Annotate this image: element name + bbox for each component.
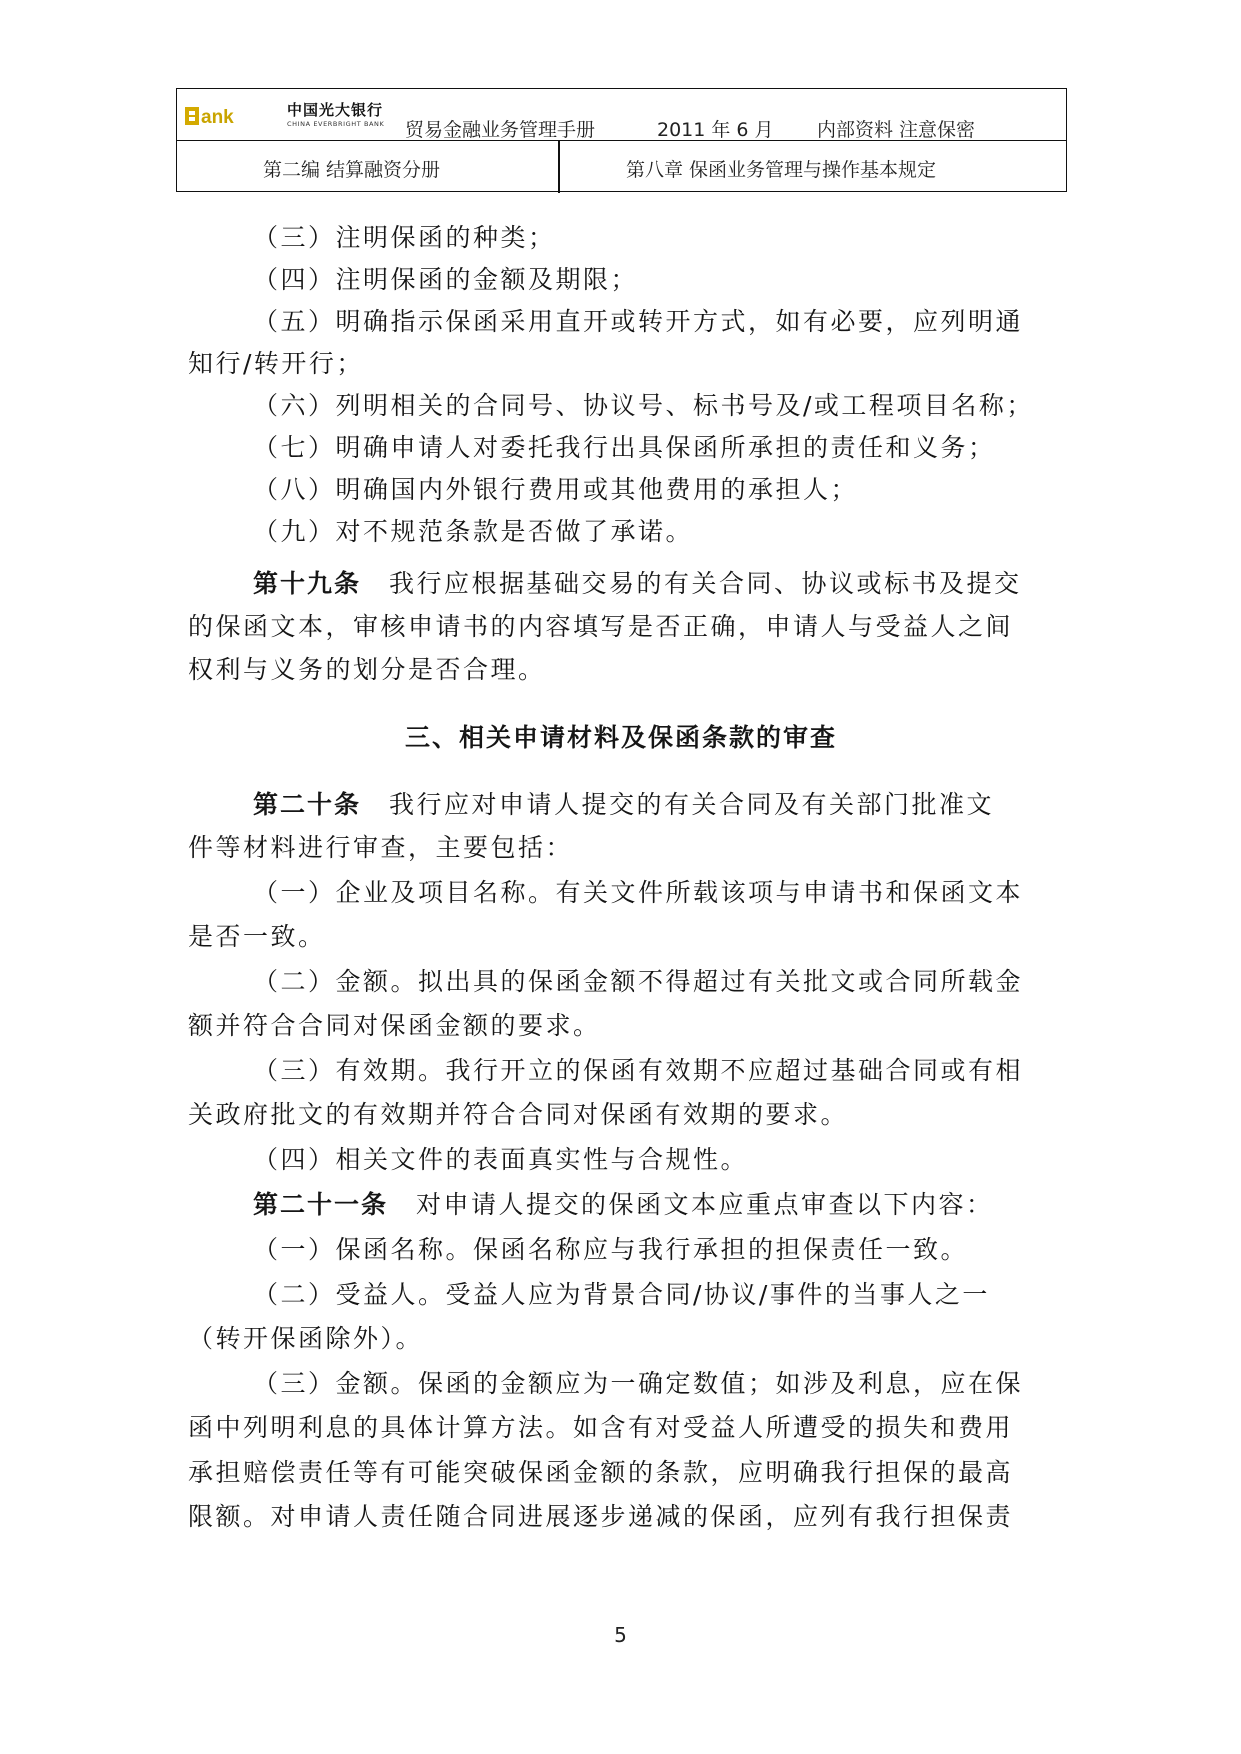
header-bottom-row — [177, 141, 1066, 193]
article-20-text: 我行应对申请人提交的有关合同及有关部门批准文 — [389, 790, 995, 819]
paragraph-line: 的保函文本，审核申请书的内容填写是否正确，申请人与受益人之间 — [188, 612, 1014, 641]
list-item-continuation: 是否一致。 — [188, 922, 326, 951]
bank-name-en: CHINA EVERBRIGHT BANK — [287, 120, 385, 128]
page-header — [176, 88, 1067, 192]
list-item-continuation: （转开保函除外）。 — [188, 1324, 424, 1353]
list-item-continuation: 关政府批文的有效期并符合合同对保函有效期的要求。 — [188, 1100, 849, 1129]
chapter-label: 第八章 保函业务管理与操作基本规定 — [626, 159, 937, 181]
paragraph-line: 权利与义务的划分是否合理。 — [188, 655, 546, 684]
manual-title: 贸易金融业务管理手册 — [405, 119, 596, 141]
article-20 — [253, 787, 1054, 823]
list-item: （六）列明相关的合同号、协议号、标书号及/或工程项目名称； — [253, 391, 1034, 420]
page-number: 5 — [614, 1623, 627, 1647]
list-item: （五）明确指示保函采用直开或转开方式，如有必要，应列明通 — [253, 307, 1024, 336]
header-cell-divider — [558, 141, 560, 193]
list-item: （八）明确国内外银行费用或其他费用的承担人； — [253, 475, 859, 504]
article-21-text: 对申请人提交的保函文本应重点审查以下内容： — [416, 1190, 994, 1219]
svg-text:ank: ank — [201, 107, 234, 127]
bank-logo — [185, 105, 265, 127]
list-item: （二）金额。拟出具的保函金额不得超过有关批文或合同所载金 — [253, 967, 1024, 996]
list-item: （七）明确申请人对委托我行出具保函所承担的责任和义务； — [253, 433, 996, 462]
list-item-continuation: 知行/转开行； — [188, 349, 364, 378]
confidential-notice: 内部资料 注意保密 — [817, 119, 976, 141]
article-21-title: 第二十一条 — [253, 1190, 389, 1219]
paragraph-line: 件等材料进行审查，主要包括： — [188, 833, 574, 862]
list-item: （四）相关文件的表面真实性与合规性。 — [253, 1145, 749, 1174]
section-heading: 三、相关申请材料及保函条款的审查 — [404, 723, 837, 752]
article-19-text: 我行应根据基础交易的有关合同、协议或标书及提交 — [389, 569, 1022, 598]
article-19 — [253, 566, 1054, 602]
volume-label: 第二编 结算融资分册 — [263, 159, 441, 181]
list-item-continuation: 承担赔偿责任等有可能突破保函金额的条款，应明确我行担保的最高 — [188, 1458, 1014, 1487]
article-21 — [253, 1187, 1054, 1223]
list-item-continuation: 限额。对申请人责任随合同进展逐步递减的保函，应列有我行担保责 — [188, 1502, 1014, 1531]
list-item: （三）注明保函的种类； — [253, 223, 556, 252]
list-item-continuation: 额并符合合同对保函金额的要求。 — [188, 1011, 601, 1040]
article-19-title: 第十九条 — [253, 569, 362, 598]
list-item: （九）对不规范条款是否做了承诺。 — [253, 517, 694, 546]
list-item: （四）注明保函的金额及期限； — [253, 265, 639, 294]
header-top-row — [177, 89, 1066, 141]
list-item: （一）企业及项目名称。有关文件所载该项与申请书和保函文本 — [253, 878, 1024, 907]
list-item: （一）保函名称。保函名称应与我行承担的担保责任一致。 — [253, 1235, 969, 1264]
list-item: （二）受益人。受益人应为背景合同/协议/事件的当事人之一 — [253, 1280, 990, 1309]
bank-name-cn: 中国光大银行 — [287, 101, 384, 119]
list-item: （三）有效期。我行开立的保函有效期不应超过基础合同或有相 — [253, 1056, 1024, 1085]
manual-date: 2011 年 6 月 — [657, 119, 774, 141]
list-item: （三）金额。保函的金额应为一确定数值；如涉及利息，应在保 — [253, 1369, 1024, 1398]
article-20-title: 第二十条 — [253, 790, 362, 819]
list-item-continuation: 函中列明利息的具体计算方法。如含有对受益人所遭受的损失和费用 — [188, 1413, 1014, 1442]
